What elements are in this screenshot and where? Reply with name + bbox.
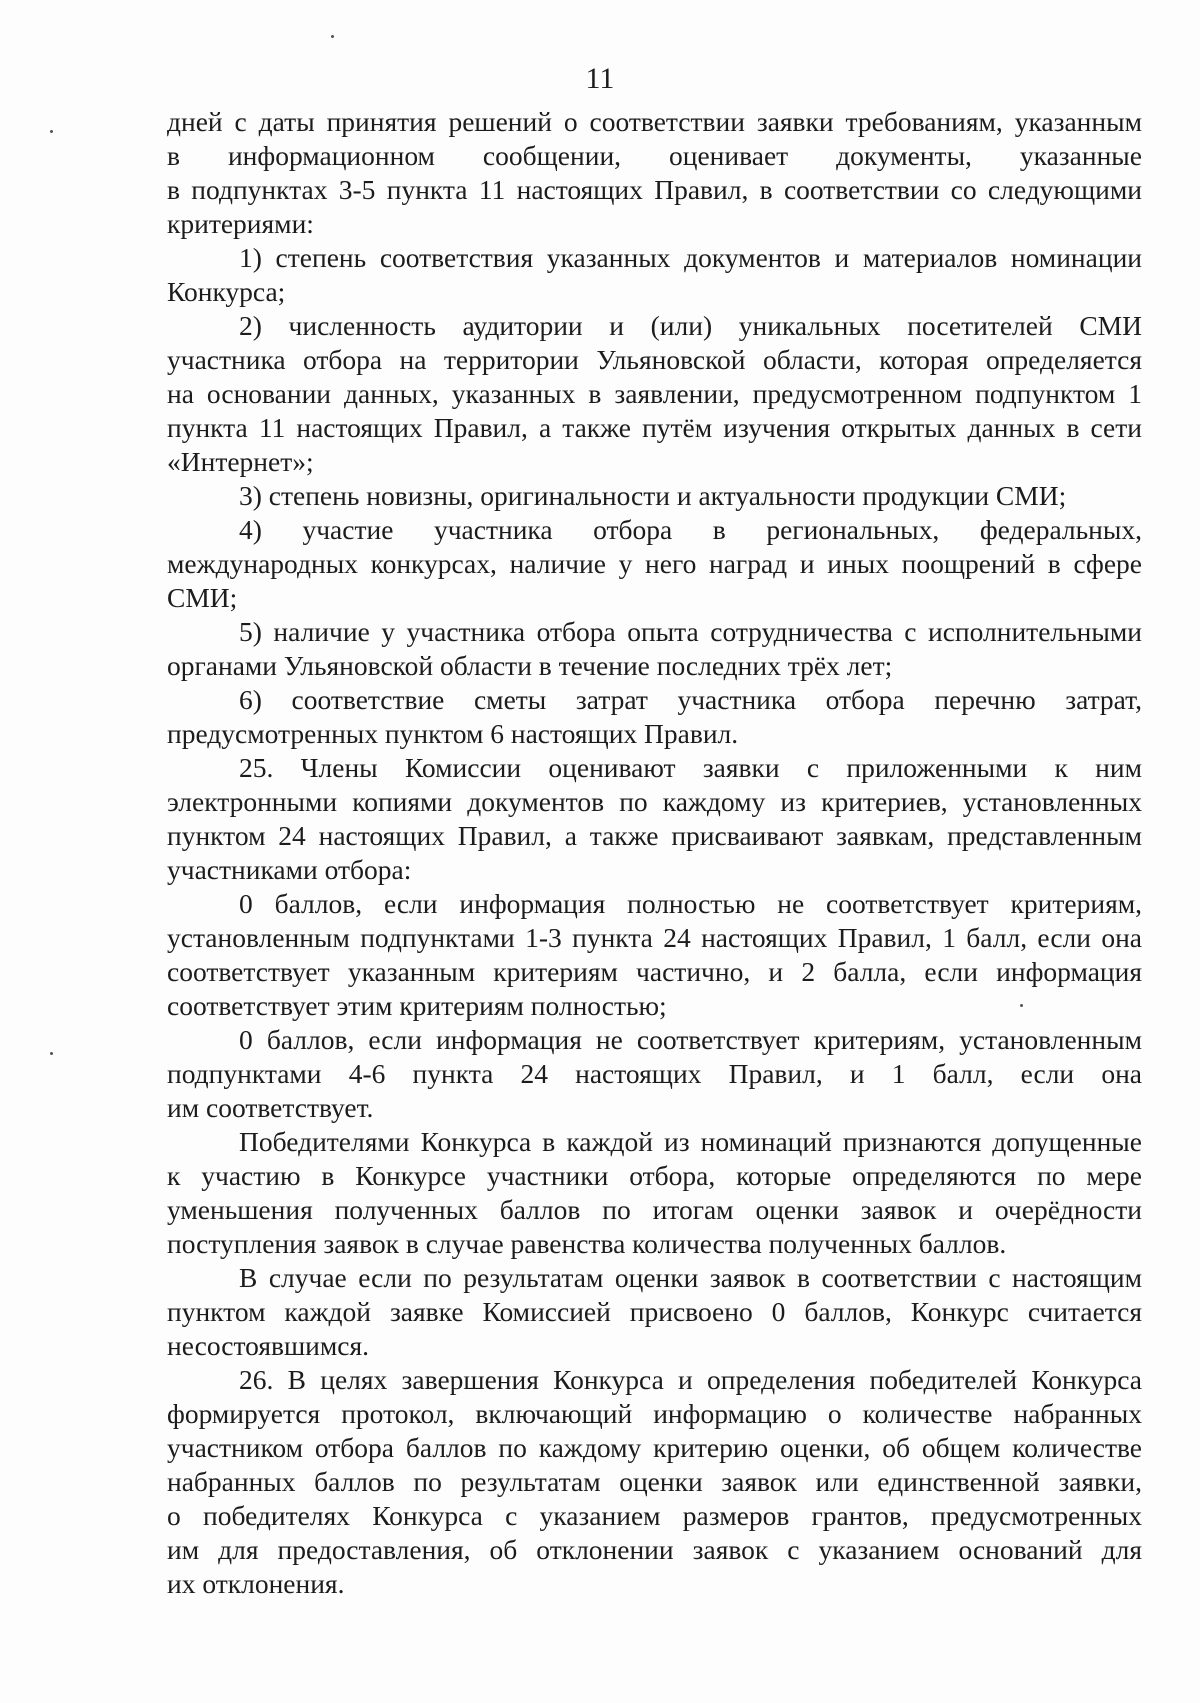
text-line: пунктом 24 настоящих Правил, а также присваивают заявкам, представленным xyxy=(167,820,1142,851)
text-line: подпунктами 4-6 пункта 24 настоящих Правил, и 1 балл, если она xyxy=(167,1058,1142,1089)
text-line: уменьшения полученных баллов по итогам оценки заявок и очерёдности xyxy=(167,1194,1142,1225)
scan-speck xyxy=(50,1052,53,1055)
text-line: несостоявшимся. xyxy=(167,1330,369,1361)
text-line: международных конкурсах, наличие у него наград и иных поощрений в сфере xyxy=(167,548,1142,579)
text-line: Конкурса; xyxy=(167,276,286,307)
scan-speck xyxy=(1020,1004,1023,1007)
text-line: «Интернет»; xyxy=(167,446,314,477)
text-line: участником отбора баллов по каждому критерию оценки, об общем количестве xyxy=(167,1432,1142,1463)
text-line: 26. В целях завершения Конкурса и определения победителей Конкурса xyxy=(239,1364,1142,1395)
text-line: Победителями Конкурса в каждой из номинаций признаются допущенные xyxy=(239,1126,1142,1157)
text-line: соответствует этим критериям полностью; xyxy=(167,990,667,1021)
text-line: набранных баллов по результатам оценки заявок или единственной заявки, xyxy=(167,1466,1142,1497)
text-line: установленным подпунктами 1-3 пункта 24 настоящих Правил, 1 балл, если она xyxy=(167,922,1142,953)
text-line: в информационном сообщении, оценивает документы, указанные xyxy=(167,140,1142,171)
text-line: дней с даты принятия решений о соответствии заявки требованиям, указанным xyxy=(167,106,1142,137)
text-line: в подпунктах 3-5 пункта 11 настоящих Правил, в соответствии со следующими xyxy=(167,174,1142,205)
scan-speck xyxy=(331,35,334,38)
text-line: поступления заявок в случае равенства количества полученных баллов. xyxy=(167,1228,1007,1259)
scan-speck xyxy=(50,130,53,133)
text-line: В случае если по результатам оценки заявок в соответствии с настоящим xyxy=(239,1262,1142,1293)
text-line: пункта 11 настоящих Правил, а также путём изучения открытых данных в сети xyxy=(167,412,1142,443)
text-line: соответствует указанным критериям частично, и 2 балла, если информация xyxy=(167,956,1142,987)
text-line: 4) участие участника отбора в региональных, федеральных, xyxy=(239,514,1142,545)
page-number: 11 xyxy=(585,62,615,95)
text-line: к участию в Конкурсе участники отбора, которые определяются по мере xyxy=(167,1160,1142,1191)
text-line: 1) степень соответствия указанных документов и материалов номинации xyxy=(239,242,1142,273)
text-line: формируется протокол, включающий информацию о количестве набранных xyxy=(167,1398,1142,1429)
text-line: 5) наличие у участника отбора опыта сотрудничества с исполнительными xyxy=(239,616,1142,647)
text-line: пунктом каждой заявке Комиссией присвоено 0 баллов, Конкурс считается xyxy=(167,1296,1142,1327)
text-line: их отклонения. xyxy=(167,1568,345,1599)
text-line: 0 баллов, если информация полностью не соответствует критериям, xyxy=(239,888,1142,919)
text-line: 2) численность аудитории и (или) уникальных посетителей СМИ xyxy=(239,310,1142,341)
text-line: им для предоставления, об отклонении заявок с указанием оснований для xyxy=(167,1534,1142,1565)
text-line: 0 баллов, если информация не соответствует критериям, установленным xyxy=(239,1024,1142,1055)
text-line: 6) соответствие сметы затрат участника отбора перечню затрат, xyxy=(239,684,1142,715)
text-line: СМИ; xyxy=(167,582,238,613)
text-line: участниками отбора: xyxy=(167,854,412,885)
text-line: участника отбора на территории Ульяновской области, которая определяется xyxy=(167,344,1142,375)
body-text xyxy=(167,105,1142,1601)
text-line: 25. Члены Комиссии оценивают заявки с приложенными к ним xyxy=(239,752,1142,783)
text-line: им соответствует. xyxy=(167,1092,374,1123)
text-line: электронными копиями документов по каждому из критериев, установленных xyxy=(167,786,1142,817)
text-line: на основании данных, указанных в заявлении, предусмотренном подпунктом 1 xyxy=(167,378,1142,409)
text-line: предусмотренных пунктом 6 настоящих Правил. xyxy=(167,718,739,749)
text-line: критериями: xyxy=(167,208,314,239)
text-line: 3) степень новизны, оригинальности и актуальности продукции СМИ; xyxy=(239,480,1067,511)
text-line: о победителях Конкурса с указанием размеров грантов, предусмотренных xyxy=(167,1500,1142,1531)
text-line: органами Ульяновской области в течение последних трёх лет; xyxy=(167,650,893,681)
